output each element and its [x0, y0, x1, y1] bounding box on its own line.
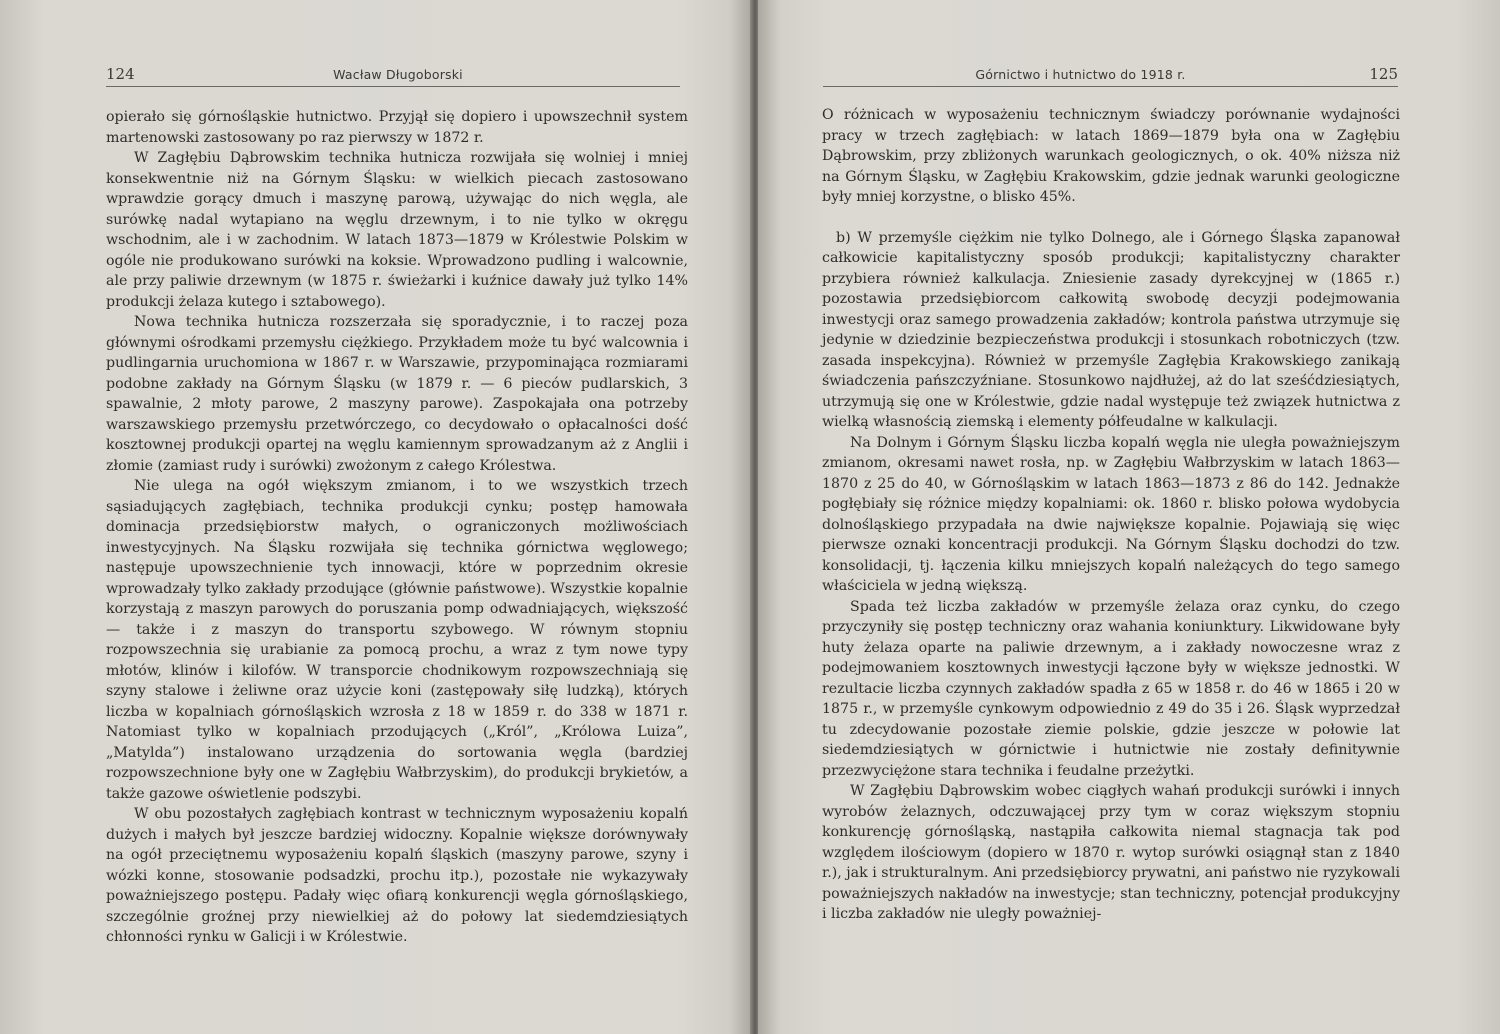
- running-head: Górnictwo i hutnictwo do 1918 r.: [975, 67, 1186, 82]
- paragraph: Na Dolnym i Górnym Śląsku liczba kopalń węgla nie uległa poważniejszym zmianom, okresami nawet rosła, np. w Zagłębiu Wałbrzyskim w latach 1863—1870 z 25 do 40, w Górnośląskim w latach 1863—1873 z 86 do 142. Jednakże pogłębiały się różnice między kopalniami: ok. 1860 r. blisko połowa wydobycia dolnośląskiego przypadała na dwie największe kopalnie. Pojawiają się więc pierwsze oznaki koncentracji produkcji. Na Górnym Śląsku dochodzi do tzw. konsolidacji, tj. łączenia kilku mniejszych kopalń należących do tego samego właściciela w jedną większą.: [822, 434, 1400, 594]
- left-page-header: [106, 62, 680, 87]
- paragraph: b) W przemyśle ciężkim nie tylko Dolnego, ale i Górnego Śląska zapanował całkowicie kapitalistyczny sposób produkcji; kapitalistyczny charakter przybiera również kalkulacja. Zniesienie zasady dyrekcyjnej w (1865 r.) pozostawia przedsiębiorcom całkowitą swobodę decyzji podejmowania inwestycji oraz samego prowadzenia zakładów; kontrola państwa utrzymuje się jedynie w dziedzinie bezpieczeństwa produkcji i stosunkach robotniczych (tzw. zasada inspekcyjna). Również w przemyśle Zagłębia Krakowskiego zanikają świadczenia pańszczyźniane. Stosunkowo najdłużej, aż do lat sześćdziesiątych, utrzymują się one w Królestwie, gdzie nadal występuje też związek hutnictwa z wielką własnością ziemską i elementy półfeudalne w kalkulacji.: [822, 229, 1400, 430]
- paragraph: Nowa technika hutnicza rozszerzała się sporadycznie, i to raczej poza głównymi ośrodkami przemysłu ciężkiego. Przykładem może tu być walcownia i pudlingarnia uruchomiona w 1867 r. w Warszawie, przypominająca rozmiarami podobne zakłady na Górnym Śląsku (w 1879 r. — 6 pieców pudlarskich, 3 spawalnie, 2 młoty parowe, 2 maszyny parowe). Zaspokajała ona potrzeby warszawskiego przemysłu przetwórczego, co decydowało o opłacalności dość kosztownej produkcji opartej na węglu kamiennym sprowadzanym aż z Anglii i złomie (zamiast rudy i surówki) zwożonym z całego Królestwa.: [106, 314, 688, 474]
- right-page-header: [823, 62, 1398, 87]
- paragraph: Nie ulega na ogół większym zmianom, i to we wszystkich trzech sąsiadujących zagłębiach, technika produkcji cynku; postęp hamowała dominacja przedsiębiorstw małych, o ograniczonych możliwościach inwestycyjnych. Na Śląsku rozwijała się technika górnictwa węglowego; następuje upowszechnienie tych innowacji, które w poprzednim okresie wprowadzały tylko zakłady przodujące (głównie państwowe). Wszystkie kopalnie korzystają z maszyn parowych do poruszania pomp odwadniających, większość — także i z maszyn do transportu szybowego. W równym stopniu rozpowszechnia się urabianie za pomocą prochu, a wraz z tym nowe typy młotów, klinów i kilofów. W transporcie chodnikowym rozpowszechniają się szyny stalowe i żeliwne oraz użycie koni (zastępowały siłę ludzką), których liczba w kopalniach górnośląskich wzrosła z 18 w 1859 r. do 338 w 1871 r. Natomiast tylko w kopalniach przodujących („Król”, „Królowa Luiza”, „Matylda”) instalowano urządzenia do sortowania węgla (bardziej rozpowszechnione były one w Zagłębiu Wałbrzyskim), do produkcji brykietów, a także gazowe oświetlenie podszybi.: [106, 478, 688, 802]
- page-number: 125: [1369, 65, 1398, 83]
- left-page-body: [106, 107, 688, 948]
- page-number: 124: [106, 65, 135, 83]
- paragraph: O różnicach w wyposażeniu technicznym świadczy porównanie wydajności pracy w trzech zagłębiach: w latach 1869—1879 była ona w Zagłębiu Dąbrowskim, przy zbliżonych warunkach geologicznych, o ok. 40% niższa niż na Górnym Śląsku, w Zagłębiu Krakowskim, gdzie jednak warunki geologiczne były mniej korzystne, o blisko 45%.: [822, 107, 1400, 205]
- paragraph: Spada też liczba zakładów w przemyśle żelaza oraz cynku, do czego przyczyniły się postęp techniczny oraz wahania koniunktury. Likwidowane były huty żelaza oparte na paliwie drzewnym, a i zakłady nowoczesne wraz z podejmowaniem kosztownych inwestycji łączone były w większe jednostki. W rezultacie liczba czynnych zakładów spadła z 65 w 1858 r. do 46 w 1865 i 20 w 1875 r., w przemyśle cynkowym odpowiednio z 49 do 35 i 26. Śląsk wyprzedzał tu zdecydowanie pozostałe ziemie polskie, gdzie jeszcze w połowie lat siedemdziesiątych w górnictwie i hutnictwie nie zostały definitywnie przezwyciężone stara technika i feudalne przeżytki.: [822, 598, 1400, 779]
- right-page: [758, 0, 1500, 1034]
- paragraph: opierało się górnośląskie hutnictwo. Przyjął się dopiero i upowszechnił system martenowski zastosowany po raz pierwszy w 1872 r.: [106, 109, 688, 146]
- right-page-body: [822, 105, 1400, 925]
- paragraph: W obu pozostałych zagłębiach kontrast w technicznym wyposażeniu kopalń dużych i małych był jeszcze bardziej widoczny. Kopalnie większe dorównywały na ogół przeciętnemu wyposażeniu kopalń śląskich (maszyny parowe, szyny i wózki konne, stosowanie podsadzki, prochu itp.), pozostałe nie wykazywały poważniejszego postępu. Padały więc ofiarą konkurencji węgla górnośląskiego, szczególnie groźnej przy niewielkiej aż do połowy lat siedemdziesiątych chłonności rynku w Galicji i w Królestwie.: [106, 806, 688, 945]
- paragraph: W Zagłębiu Dąbrowskim technika hutnicza rozwijała się wolniej i mniej konsekwentnie niż na Górnym Śląsku: w wielkich piecach zastosowano wprawdzie gorący dmuch i maszynę parową, używając do nich węgla, ale surówkę nadal wytapiano na węglu drzewnym, i to nie tylko w okręgu wschodnim, ale i w zachodnim. W latach 1873—1879 w Królestwie Polskim w ogóle nie produkowano surówki na koksie. Wprowadzono pudling i walcownie, ale przy paliwie drzewnym (w 1875 r. świeżarki i kuźnice dawały już tylko 14% produkcji żelaza kutego i sztabowego).: [106, 150, 688, 310]
- running-head: Wacław Długoborski: [333, 67, 463, 82]
- paragraph: W Zagłębiu Dąbrowskim wobec ciągłych wahań produkcji surówki i innych wyrobów żelaznych, odczuwającej przy tym w coraz większym stopniu konkurencję górnośląską, nastąpiła całkowita niemal stagnacja tak pod względem ilościowym (dopiero w 1870 r. wytop surówki osiągnął stan z 1840 r.), jak i strukturalnym. Ani przedsiębiorcy prywatni, ani państwo nie ryzykowali poważniejszych nakładów na inwestycje; stan techniczny, potencjał produkcyjny i liczba zakładów nie uległy poważniej-: [822, 783, 1400, 922]
